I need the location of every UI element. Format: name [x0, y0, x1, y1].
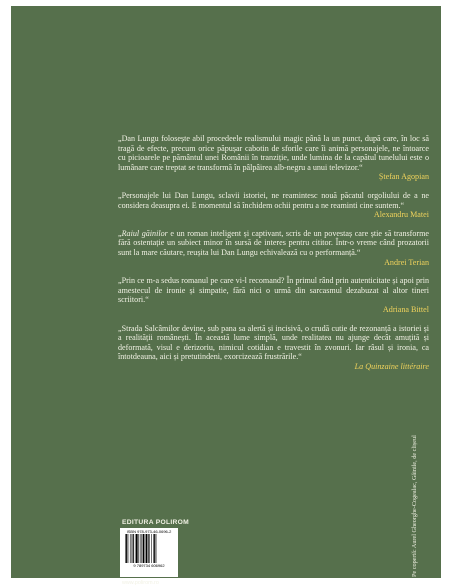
quote-author: Adriana Bittel [382, 304, 429, 314]
barcode-bar [130, 534, 131, 563]
barcode-bar [148, 534, 149, 563]
barcode-bar [126, 534, 127, 563]
barcode-bar [133, 534, 134, 563]
barcode-bar [143, 534, 145, 563]
barcode-bar [146, 534, 147, 563]
book-title: Raiul găinilor [121, 228, 168, 238]
barcode-bar [125, 534, 126, 563]
barcode-bar [156, 534, 157, 563]
barcode-bars [124, 534, 174, 563]
quote-text: „Raiul găinilor e un roman inteligent și captivant, scris de un povestaș care știe să transforme fără ostentație un subiect minor în sursă de interes pentru cititor. Într-o vreme când prozatorii sunt la mare căutare, reușita lui Dan Lungu echivalează cu o performanță.“ [118, 228, 429, 257]
barcode-bar [140, 534, 141, 563]
quote-author: La Quinzaine littéraire [354, 361, 429, 371]
quote-author: Alexandru Matei [373, 210, 429, 220]
barcode-bar [132, 534, 133, 563]
barcode-bar [141, 534, 142, 563]
publisher-website: www.polirom.ro [122, 580, 159, 586]
back-cover [11, 6, 441, 586]
barcode-bar [136, 534, 138, 563]
barcode-bar [138, 534, 139, 563]
quote-text: „Personajele lui Dan Lungu, sclavii istoriei, ne reamintesc nouă păcatul orgoliului de a ne considera deasupra ei. E momentul să închidem ochii pentru a ne reaminti cine suntem.“ [118, 190, 429, 210]
quote-text: „Dan Lungu folosește abil procedeele realismului magic până la un punct, după care, în loc să tragă de efecte, precum orice păpușar cabotin de sforile care îi animă personajele, ne întoarce cu picioarele pe pământul unei Românii în tranziție, unde lumina de la capătul tunelului este o lumânare care treptat se transformă în pâlpâirea alb-negru a unui televizor.“ [118, 134, 429, 172]
barcode-bar [128, 534, 129, 563]
review-quote [118, 191, 429, 220]
review-quote [118, 134, 429, 182]
cover-credit: Pe copertă: Aurel Gheorghe-Cogealac, Găinile, de clișeul [411, 435, 418, 577]
isbn-label: ISBN 978-973-46-0696-2 [126, 529, 172, 534]
barcode-bar [151, 534, 152, 563]
barcode [120, 528, 178, 577]
review-quote [118, 229, 429, 267]
barcode-bar [149, 534, 150, 563]
quote-author: Andrei Terian [384, 257, 429, 267]
barcode-bar [153, 534, 154, 563]
quote-text: „Prin ce m-a sedus romanul pe care vi-l recomand? În primul rând prin autenticitate și apoi prin amestecul de ironie și simpatie, fără nici o urmă din sarcasmul dezabuzat al altor tineri scriitori.“ [118, 276, 429, 305]
publisher-name: EDITURA POLIROM [122, 519, 190, 526]
barcode-number: 9 789734 606962 [133, 563, 165, 568]
review-quote [118, 324, 429, 372]
barcode-bar [154, 534, 155, 563]
review-quote [118, 276, 429, 314]
barcode-bar [135, 534, 136, 563]
quote-text: „Strada Salcâmilor devine, sub pana sa alertă și incisivă, o crudă cutie de rezonanță a istoriei și a realității românești. În această lume simplă, unde realitatea nu ajunge decât amuțită și deformată, visul e derizoriu, nimicul cotidian e travestit în zvonuri. Iar râsul și ironia, ca întotdeauna, aici și pretutindeni, exorcizează frustrările.“ [118, 323, 429, 362]
quote-author: Ștefan Agopian [378, 172, 429, 182]
review-quotes [118, 134, 429, 380]
barcode-bar [145, 534, 146, 563]
